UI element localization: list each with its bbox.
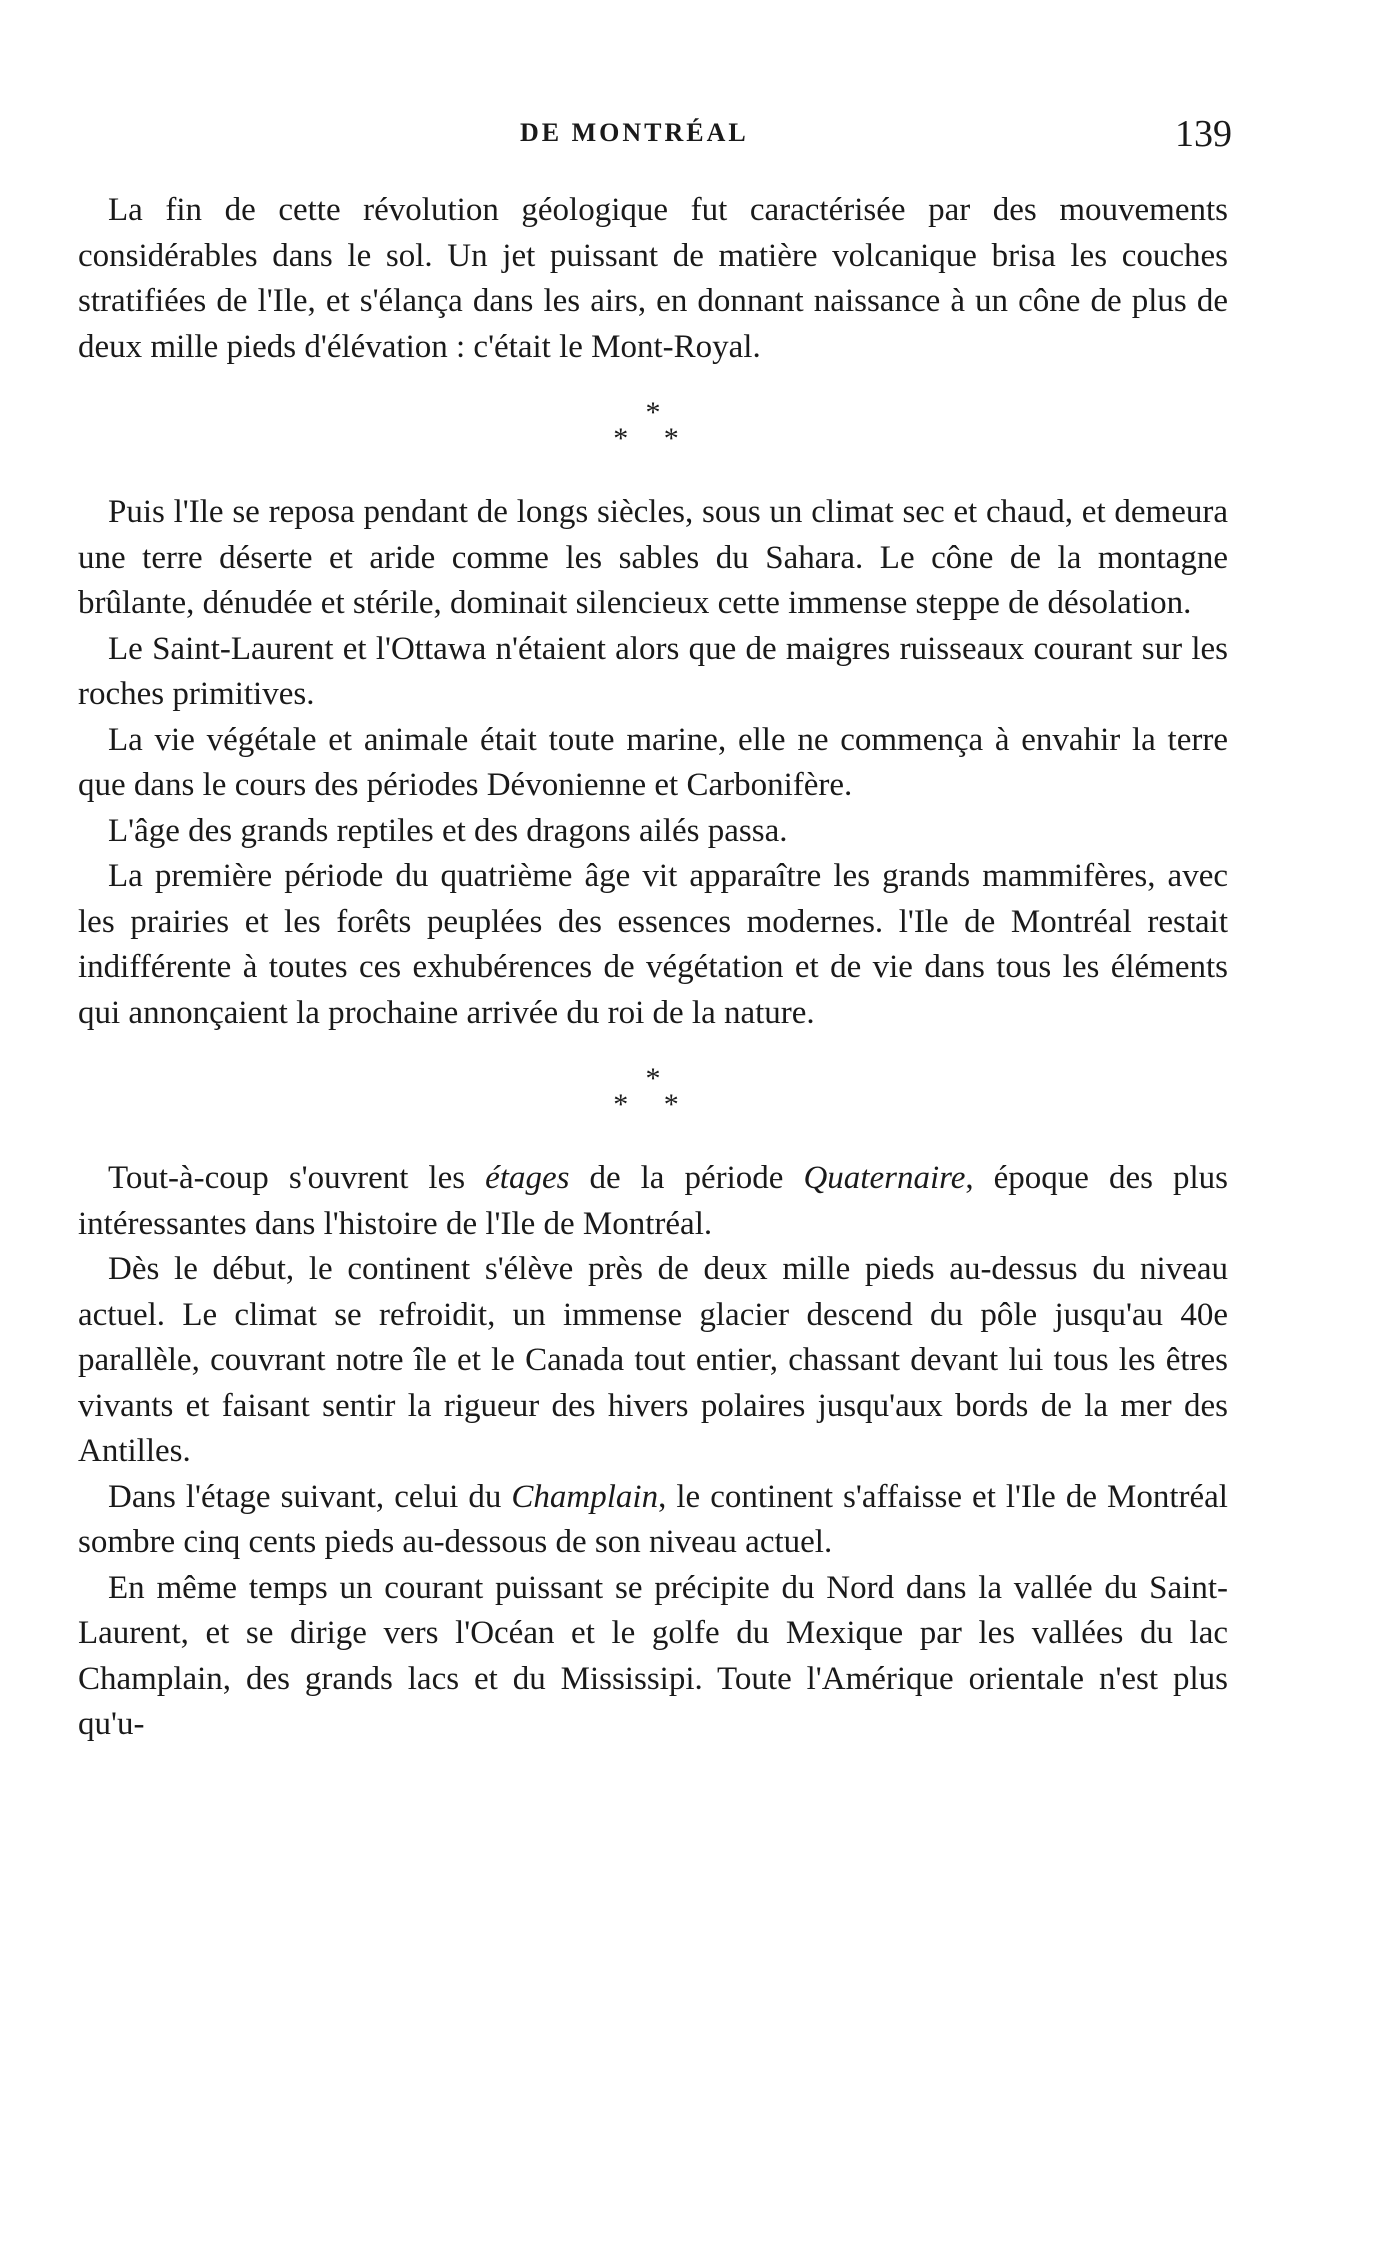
italic-term-champlain: Champlain bbox=[511, 1478, 659, 1515]
paragraph: Puis l'Ile se reposa pendant de longs siècles, sous un climat sec et chaud, et demeura une terre déserte et aride comme les sables du Sahara. Le cône de la montagne brûlante, dénudée et stérile, dominait silencieux cette immense steppe de désolation. bbox=[78, 494, 1228, 621]
asterism-bottom: * * bbox=[613, 422, 693, 455]
paragraph: La vie végétale et animale était toute marine, elle ne commença à envahir la terre que dans le cours des périodes Dévonienne et Carbonifère. bbox=[78, 721, 1228, 803]
body-text bbox=[78, 188, 1228, 1748]
section-break-asterism bbox=[78, 396, 1228, 455]
paragraph: Le Saint-Laurent et l'Ottawa n'étaient alors que de maigres ruisseaux courant sur les roches primitives. bbox=[78, 630, 1228, 712]
text-run: , époque des plus intéressantes dans l'histoire de l'Ile de Montréal. bbox=[78, 1160, 1229, 1242]
page-number: 139 bbox=[1175, 113, 1232, 155]
italic-term-quaternaire: Quaternaire bbox=[803, 1160, 966, 1196]
paragraph: La fin de cette révolution géologique fut caractérisée par des mouvements considérables dans le sol. Un jet puissant de matière volcanique brisa les couches stratifiées de l'Ile, et s'élança dans les airs, en donnant naissance à un cône de plus de deux mille pieds d'élévation : c'était le Mont-Royal. bbox=[78, 192, 1228, 365]
asterism-top: * bbox=[645, 396, 661, 429]
paragraph: L'âge des grands reptiles et des dragons ailés passa. bbox=[108, 812, 788, 849]
asterism-top: * bbox=[645, 1062, 661, 1095]
text-run: de la période bbox=[569, 1160, 804, 1196]
italic-term-etages: étages bbox=[485, 1160, 570, 1196]
section-break-asterism bbox=[78, 1062, 1228, 1121]
paragraph: Dès le début, le continent s'élève près de deux mille pieds au-dessus du niveau actuel. Le climat se refroidit, un immense glacier descend du pôle jusqu'au 40e parallèle, couvrant notre île et le Canada tout entier, chassant devant lui tous les êtres vivants et faisant sentir la rigueur des hivers polaires jusqu'aux bords de la mer des Antilles. bbox=[78, 1251, 1228, 1469]
asterism-bottom: * * bbox=[613, 1088, 693, 1121]
text-run: Tout-à-coup s'ouvrent les bbox=[108, 1160, 486, 1196]
text-run: Dans l'étage suivant, celui du bbox=[108, 1478, 512, 1515]
paragraph bbox=[78, 1156, 1228, 1247]
paragraph: La première période du quatrième âge vit apparaître les grands mammifères, avec les prairies et les forêts peuplées des essences modernes. l'Ile de Montréal restait indifférente à toutes ces exhubérences de végétation et de vie dans tous les éléments qui annonçaient la prochaine arrivée du roi de la nature. bbox=[78, 858, 1228, 1031]
text-run: , le continent s'affaisse et l'Ile de Montréal sombre cinq cents pieds au-dessous de son niveau actuel. bbox=[78, 1478, 1228, 1560]
running-head: DE MONTRÉAL bbox=[520, 118, 749, 147]
paragraph: En même temps un courant puissant se précipite du Nord dans la vallée du Saint-Laurent, et se dirige vers l'Océan et le golfe du Mexique par les vallées du lac Champlain, des grands lacs et du Mississipi. Toute l'Amérique orientale n'est plus qu'u- bbox=[78, 1569, 1228, 1742]
paragraph bbox=[78, 1475, 1228, 1566]
